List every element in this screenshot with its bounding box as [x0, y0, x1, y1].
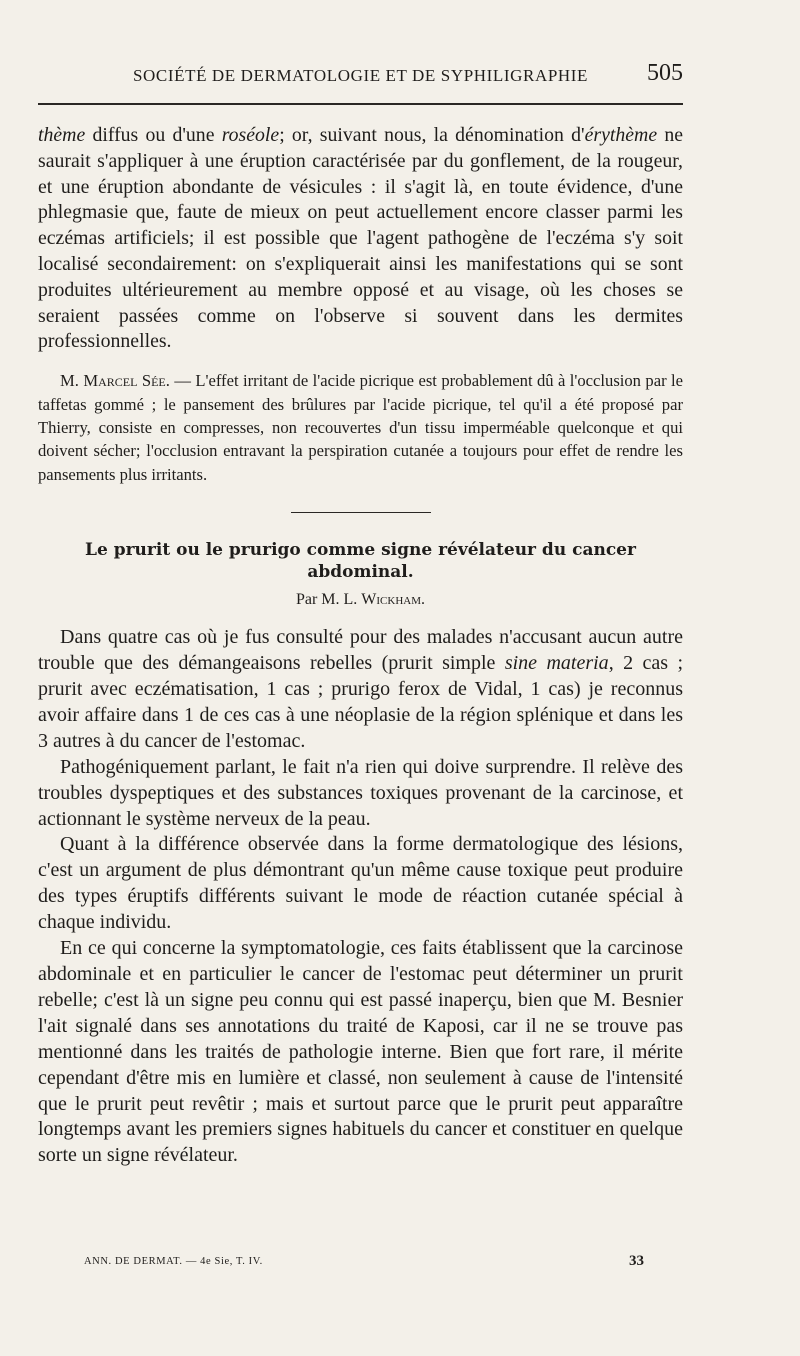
article-body — [38, 625, 683, 1169]
body-paragraph-1 — [38, 625, 683, 755]
continuation-italic-1: thème — [38, 124, 86, 146]
page-number: 505 — [647, 60, 683, 86]
main-text — [38, 123, 683, 1169]
body-paragraph-3: Quant à la différence observée dans la forme dermatologique des lésions, c'est un argument de plus démontrant qu'un même cause toxique peut produire des types éruptifs différents suivant le mode de réaction cutanée spécial à chaque individu. — [38, 833, 683, 934]
article-byline — [38, 589, 683, 611]
footer-journal: ANN. DE DERMAT. — 4e Sie, T. IV. — [84, 1256, 263, 1267]
body-paragraph-2: Pathogéniquement parlant, le fait n'a rien qui doive surprendre. Il relève des troubles dyspeptiques et des substances toxiques provenant de la carcinose, et actionnant le système nerveux de la peau. — [38, 755, 683, 830]
running-head — [38, 62, 683, 92]
remark-speaker: Marcel Sée. — [83, 371, 170, 391]
continuation-text-1: diffus ou d'une — [85, 124, 222, 146]
byline-prefix: Par M. L. — [295, 591, 362, 609]
body-paragraph-4: En ce qui concerne la symptomatologie, ces faits établissent que la carcinose abdominale et en particulier le cancer de l'estomac peut déterminer un prurit rebelle; c'est là un signe peu connu qui est passé inaperçu, bien que M. Besnier l'ait signalé dans ses annotations du traité de Kaposi, car il ne se trouve pas mentionné dans les traités de pathologie interne. Bien que fort rare, il mérite cependant d'être mis en lumière et classé, non seulement à cause de l'intensité que le prurit peut revêtir ; mais et surtout parce que le prurit peut apparaître longtemps avant les premiers signes habituels du cancer et constituer en quelque sorte un signe révélateur. — [38, 937, 683, 1167]
body-p1-text-b: , 2 cas ; prurit avec eczématisation, 1 cas ; prurigo ferox de Vidal, 1 cas) je reconnus avoir affaire dans 1 de ces cas à une néoplasie de la région splénique et dans les 3 autres à du cancer de l'estomac. — [38, 652, 683, 752]
continuation-italic-3: érythème — [584, 124, 658, 146]
byline-author: Wickham. — [361, 591, 426, 609]
body-p1-italic: sine materia — [504, 652, 609, 675]
section-divider — [291, 512, 431, 513]
body-p1-text-a: Dans quatre cas où je fus consulté pour des malades n'accusant aucun autre trouble que des démangeaisons rebelles (prurit simple — [38, 626, 683, 675]
continuation-paragraph — [38, 123, 683, 355]
remark-prefix: M. — [60, 371, 84, 391]
remark-paragraph — [38, 369, 683, 486]
header-rule — [38, 103, 683, 105]
page-footer — [84, 1253, 644, 1276]
footer-signature: 33 — [629, 1253, 644, 1269]
continuation-italic-2: roséole — [221, 124, 280, 146]
continuation-text-3: ne saurait s'appliquer à une éruption caractérisée par du gonflement, de la rougeur, et une éruption abondante de vésicules : il s'agit là, en toute évidence, d'une phlegmasie que, faute de mieux on peut actuellement encore classer parmi les eczémas artificiels; il est possible que l'agent pathogène de l'eczéma s'y soit localisé secondairement: on s'expliquerait ainsi les manifestations qui se sont produites ultérieurement au membre opposé et au visage, où les choses se seraient passées comme on l'observe si souvent dans les dermites professionnelles. — [38, 124, 683, 353]
article-title: Le prurit ou le prurigo comme signe révélateur du cancer abdominal. — [85, 540, 636, 583]
running-head-title: SOCIÉTÉ DE DERMATOLOGIE ET DE SYPHILIGRAPHIE — [133, 66, 589, 85]
continuation-text-2: ; or, suivant nous, la dénomination d' — [279, 124, 585, 146]
remark-text: — L'effet irritant de l'acide picrique est probablement dû à l'occlusion par le taffetas gommé ; le pansement des brûlures par l'acide picrique, tel qu'il a été proposé par Thierry, consiste en compresses, non recouvertes d'un tissu imperméable quelconque et qui doivent sécher; l'occlusion entravant la perspiration cutanée a toujours pour effet de rendre les pansements plus irritants. — [38, 371, 683, 484]
